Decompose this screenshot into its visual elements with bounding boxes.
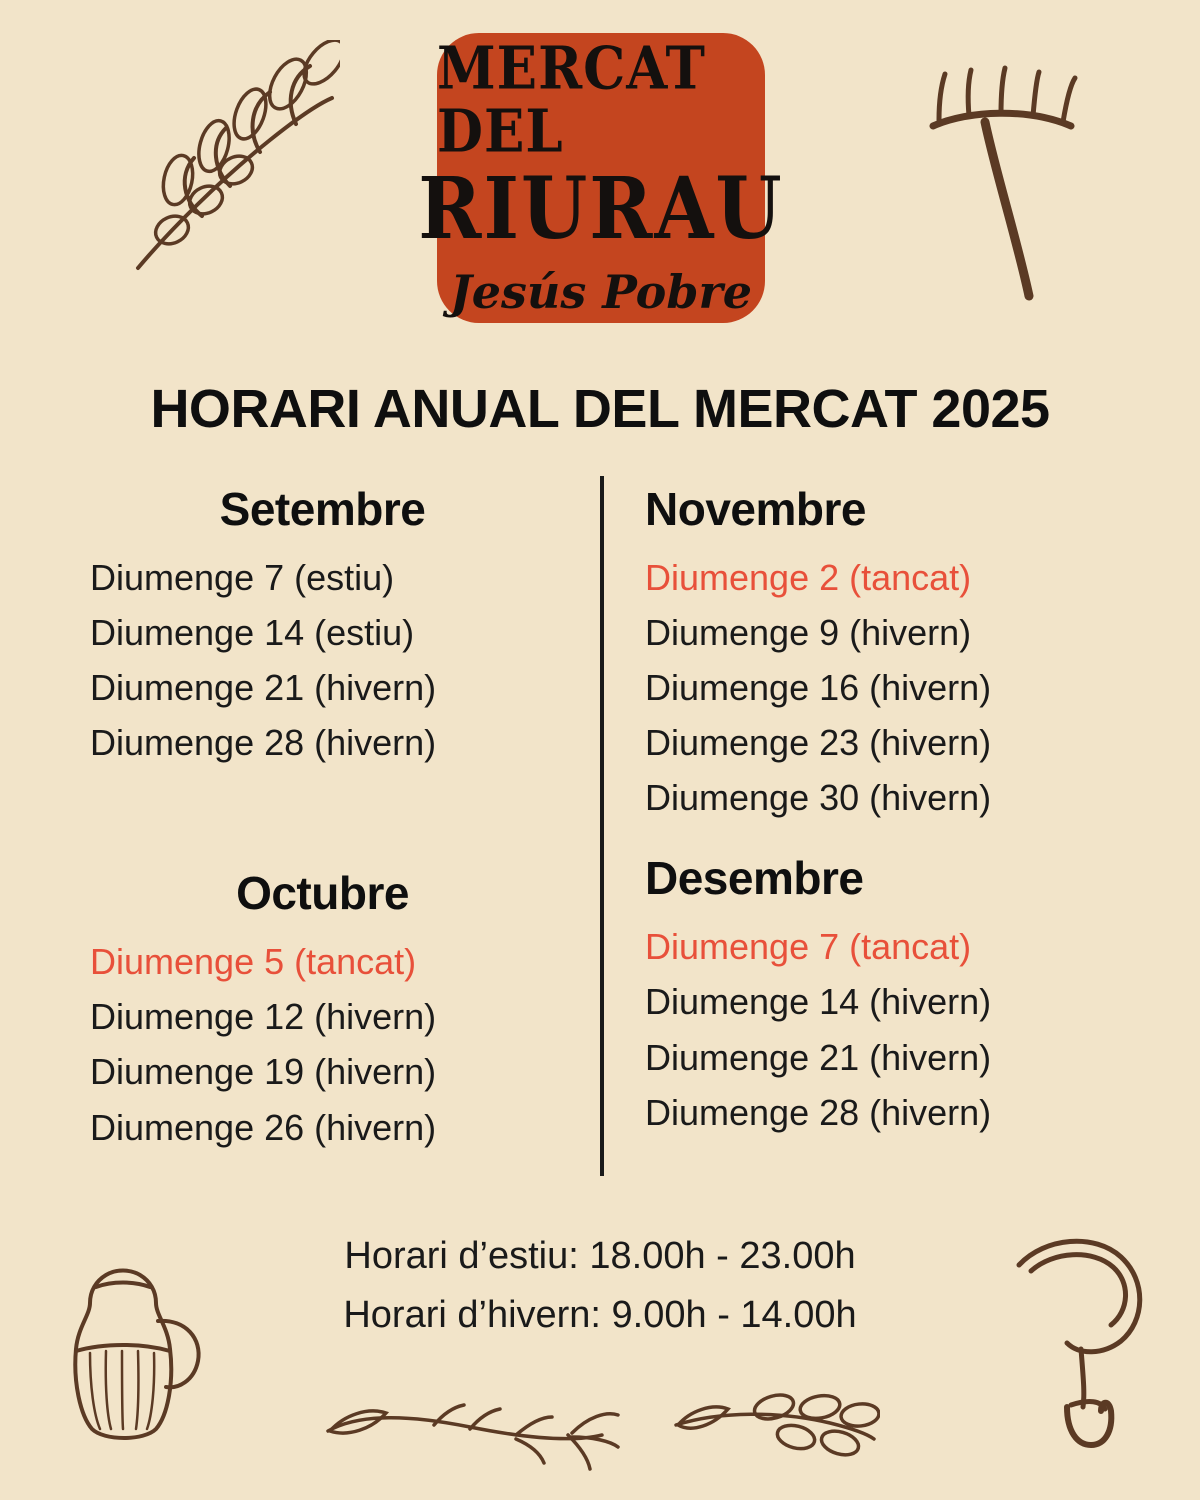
schedule-day: Diumenge 26 (hivern) [90, 1106, 437, 1148]
schedule-column-left [90, 482, 555, 1181]
schedule-day: Diumenge 28 (hivern) [90, 722, 437, 764]
logo-line-3: Jesús Pobre [450, 264, 752, 319]
schedule-grid [0, 482, 1200, 1181]
logo-line-2: RIURAU [418, 158, 784, 258]
month-title: Octubre [236, 867, 409, 920]
month-block-setembre [90, 482, 555, 796]
pitchfork-icon [925, 60, 1105, 315]
summer-hours: Horari d’estiu: 18.00h - 23.00h [344, 1234, 856, 1277]
schedule-day: Diumenge 16 (hivern) [645, 667, 992, 709]
poster-header [0, 0, 1200, 330]
sickle-icon [1005, 1225, 1155, 1460]
page-title: HORARI ANUAL DEL MERCAT 2025 [150, 379, 1050, 439]
olive-branch-icon [110, 40, 340, 285]
schedule-day: Diumenge 14 (hivern) [645, 981, 992, 1023]
schedule-day: Diumenge 21 (hivern) [90, 667, 437, 709]
schedule-day-closed: Diumenge 2 (tancat) [645, 557, 972, 598]
month-title: Desembre [645, 852, 864, 905]
column-divider [600, 476, 604, 1176]
market-logo-badge [418, 33, 784, 323]
logo-line-1: MERCAT DEL [437, 34, 706, 166]
schedule-day: Diumenge 30 (hivern) [645, 777, 992, 819]
schedule-day-closed: Diumenge 7 (tancat) [645, 926, 972, 968]
schedule-day: Diumenge 7 (estiu) [90, 557, 395, 598]
month-title: Setembre [219, 483, 426, 535]
month-title: Novembre [645, 483, 866, 535]
schedule-day: Diumenge 21 (hivern) [645, 1036, 992, 1078]
olive-sprig-icon [670, 1385, 880, 1470]
schedule-day: Diumenge 9 (hivern) [645, 612, 972, 654]
wheat-sprig-icon [320, 1385, 620, 1480]
schedule-day-closed: Diumenge 5 (tancat) [90, 941, 417, 983]
clay-jug-icon [60, 1257, 220, 1452]
schedule-day: Diumenge 28 (hivern) [645, 1091, 992, 1133]
schedule-day: Diumenge 19 (hivern) [90, 1051, 437, 1093]
month-block-desembre [645, 851, 1110, 1165]
winter-hours: Horari d’hivern: 9.00h - 14.00h [343, 1293, 857, 1336]
schedule-day: Diumenge 23 (hivern) [645, 722, 992, 764]
month-block-novembre [645, 482, 1110, 851]
schedule-column-right [645, 482, 1110, 1181]
schedule-day: Diumenge 12 (hivern) [90, 996, 437, 1038]
month-block-octubre [90, 866, 555, 1180]
schedule-day: Diumenge 14 (estiu) [90, 612, 415, 654]
